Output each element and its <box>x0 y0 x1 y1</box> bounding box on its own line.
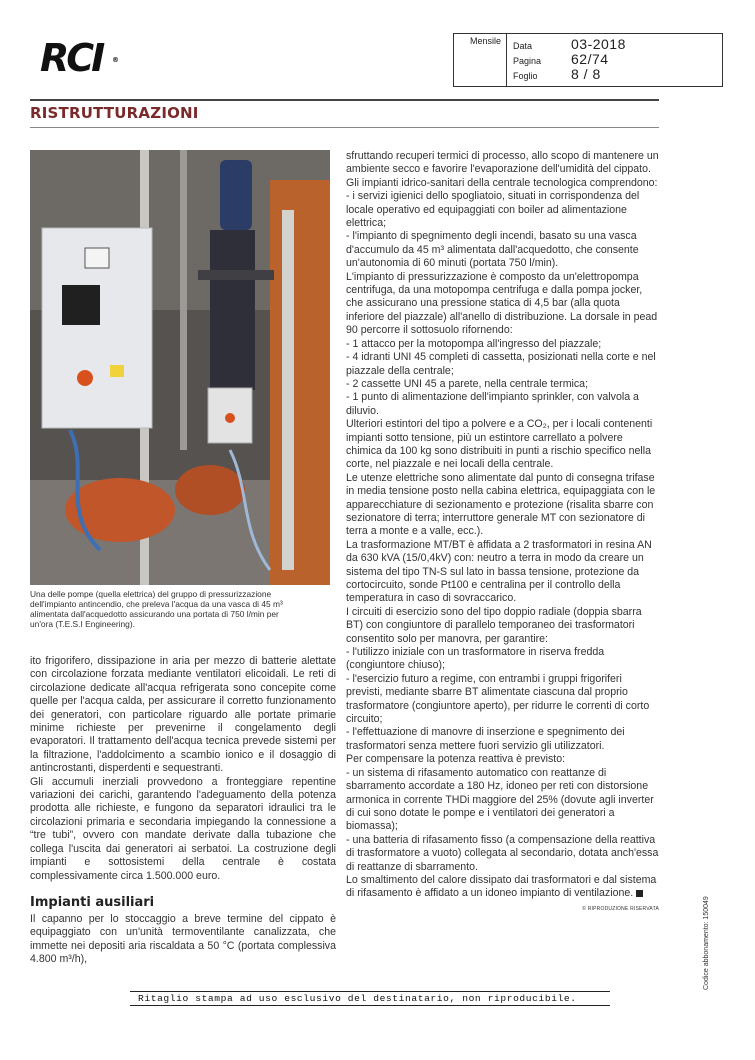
list-item: - i servizi igienici dello spogliatoio, situati in corrispondenza del locale operativo ed equipaggiati con boiler ad alimentazione elettrica; <box>346 190 640 230</box>
page-value: 62/74 <box>571 51 609 67</box>
subscription-code: Codice abbonamento: 150049 <box>703 896 710 990</box>
periodicity: Mensile <box>454 34 507 86</box>
paragraph: Per compensare la potenza reattiva è previsto: <box>346 753 566 766</box>
reproduction-notice: © RIPRODUZIONE RISERVATA <box>582 905 659 912</box>
list-item: - un sistema di rifasamento automatico con reattanze di sbarramento accordate a 180 Hz, idoneo per reti con distorsione armonica in corrente THDi maggiore del 25% (dovute agli inverter di cui sono dotate le pompe e i ventilatori dei generatori a biomassa); <box>346 766 654 833</box>
date-row <box>513 36 722 51</box>
photo-caption <box>30 589 330 629</box>
section-rule <box>30 127 659 128</box>
paragraph-final <box>346 874 659 901</box>
paragraph: Gli accumuli inerziali provvedono a fronteggiare repentine variazioni dei carichi, garantendo l'adeguamento della potenza prodotta alle richieste, e fungono da separatori idraulici tra le circolazioni primaria e secondaria impiegando la connessione a “tre tubi”, ovvero con mandate derivate dalla tubazione che collega l'uscita dai generatori ai serbatoi. La costruzione degli impianti e sottosistemi della centrale è costata complessivamente circa 1.500.000 euro. <box>30 775 336 882</box>
list-item: - l'effettuazione di manovre di inserzione e spegnimento dei trasformatori senza mettere fuori servizio gli utilizzatori. <box>346 726 625 752</box>
paragraph: Ulteriori estintori del tipo a polvere e a CO₂, per i locali contenenti impianti sotto tensione, più un estintore carrellato a polvere chimica da 100 kg sono distribuiti in punti a rischio specifico nella corte, nel piazzale e nei locali della centrale. <box>346 418 653 471</box>
footer-notice: Ritaglio stampa ad uso esclusivo del destinatario, non riproducibile. <box>138 993 577 1004</box>
page-row <box>513 51 722 66</box>
caption-line: Una delle pompe (quella elettrica) del gruppo di pressurizzazione <box>30 589 272 599</box>
pump-room-illustration <box>30 150 330 585</box>
paragraph: Le utenze elettriche sono alimentate dal punto di consegna trifase in media tensione posto nella cabina elettrica, equipaggiata con le apparecchiature di sezionamento e protezione (risalita sbarre con sezionatore di terra; interruttore generale MT con sezionatore di terra a monte e a valle, ecc.). <box>346 471 656 538</box>
header-rule <box>30 99 659 101</box>
caption-line: dell'impianto antincendio, che preleva l'acqua da una vasca di 45 m³ <box>30 599 283 609</box>
logo-registered-mark: ® <box>112 56 119 64</box>
sheet-row <box>513 66 722 81</box>
paragraph: Gli impianti idrico-sanitari della centrale tecnologica comprendono: <box>346 176 658 189</box>
issue-info-box <box>453 33 723 87</box>
end-of-article-icon <box>636 890 643 897</box>
subheading-auxiliary-systems: Impianti ausiliari <box>30 894 155 910</box>
paragraph: ito frigorifero, dissipazione in aria per mezzo di batterie alettate con circolazione forzata mediante ventilatori elicoidali. Le reti di circolazione dedicate all'acqua refrigerata sono concepite come quelle per l'acqua calda, per assicurare il corretto funzionamento dei generatori, con particolare riguardo alle portate primarie minime richieste per prevenirne il congelamento degli evaporatori. Il trattamento dell'acqua tecnica prevede sistemi per la filtrazione, l'addolcimento a scambio ionico e il dosaggio di antincrostanti, disperdenti e sequestranti. <box>30 655 336 775</box>
sheet-label: Foglio <box>513 71 538 81</box>
list-item: - 2 cassette UNI 45 a parete, nella centrale termica; <box>346 377 589 390</box>
caption-line: un'ora (T.E.S.I Engineering). <box>30 619 135 629</box>
list-item: - l'esercizio futuro a regime, con entrambi i gruppi frigoriferi previsti, mediante sbarre BT alimentate ciascuna dal proprio trasformatore (congiuntore aperto), per ridurre le correnti di corto circuito; <box>346 672 650 726</box>
pump-room-photo <box>30 150 330 585</box>
list-item: - 1 attacco per la motopompa all'ingresso del piazzale; <box>346 337 602 350</box>
logo-text: RCI <box>40 36 103 80</box>
paragraph: sfruttando recuperi termici di processo, allo scopo di mantenere un ambiente secco e favorire l'evaporazione dell'umidità del cippato. <box>346 150 659 176</box>
section-heading: RISTRUTTURAZIONI <box>30 104 199 122</box>
publication-logo <box>40 38 120 78</box>
paragraph: L'impianto di pressurizzazione è composto da un'elettropompa centrifuga, da una motopompa centrifuga e dalla pompa jocker, che assicurano una pressione statica di 4,5 bar (alla quota inferiore del piazzale) all'anello di distribuzione. La dorsale in pead 90 percorre il sottosuolo rifornendo: <box>346 270 658 337</box>
paragraph: La trasformazione MT/BT è affidata a 2 trasformatori in resina AN da 630 kVA (15/0,4kV) con: neutro a terra in modo da creare un sistema del tipo TN-S sul lato in bassa tensione, protezione da cortocircuito, sonde Pt100 e centralina per il controllo della temperatura in caso di sovraccarico. <box>346 538 652 605</box>
left-text-column <box>30 655 336 967</box>
list-item: - 4 idranti UNI 45 completi di cassetta, posizionati nella corte e nel piazzale della centrale; <box>346 351 656 377</box>
list-item: - l'impianto di spegnimento degli incendi, basato su una vasca d'accumulo da 45 m³ alimentata dall'acquedotto, che consente un'autonomia di 60 minuti (portata 750 l/min). <box>346 230 639 270</box>
sheet-value: 8 / 8 <box>571 66 601 82</box>
list-item: - 1 punto di alimentazione dell'impianto sprinkler, con valvola a diluvio. <box>346 391 639 417</box>
final-text: Lo smaltimento del calore dissipato dai trasformatori e dal sistema di rifasamento è affidato a un idoneo impianto di ventilazione. <box>346 873 657 900</box>
paragraph: Il capanno per lo stoccaggio a breve termine del cippato è equipaggiato con un'unità termoventilante canalizzata, che immette nei depositi aria riscaldata a 50 °C (portata complessiva 4.800 m³/h), <box>30 912 336 966</box>
list-item: - una batteria di rifasamento fisso (a compensazione della reattiva di trasformatore a vuoto) collegata al secondario, dotata anch'essa di reattanze di sbarramento. <box>346 833 659 873</box>
caption-line: alimentata dall'acquedotto assicurando una portata di 750 l/min per <box>30 609 279 619</box>
list-item: - l'utilizzo iniziale con un trasformatore in riserva fredda (congiuntore chiuso); <box>346 646 605 672</box>
paragraph: I circuiti di esercizio sono del tipo doppio radiale (doppia sbarra BT) con congiuntore di parallelo temporaneo dei trasformatori consentito solo per manovra, per garantire: <box>346 605 642 645</box>
page-label: Pagina <box>513 56 542 66</box>
date-label: Data <box>513 41 533 51</box>
right-text-column <box>346 150 659 916</box>
date-value: 03-2018 <box>571 36 626 52</box>
